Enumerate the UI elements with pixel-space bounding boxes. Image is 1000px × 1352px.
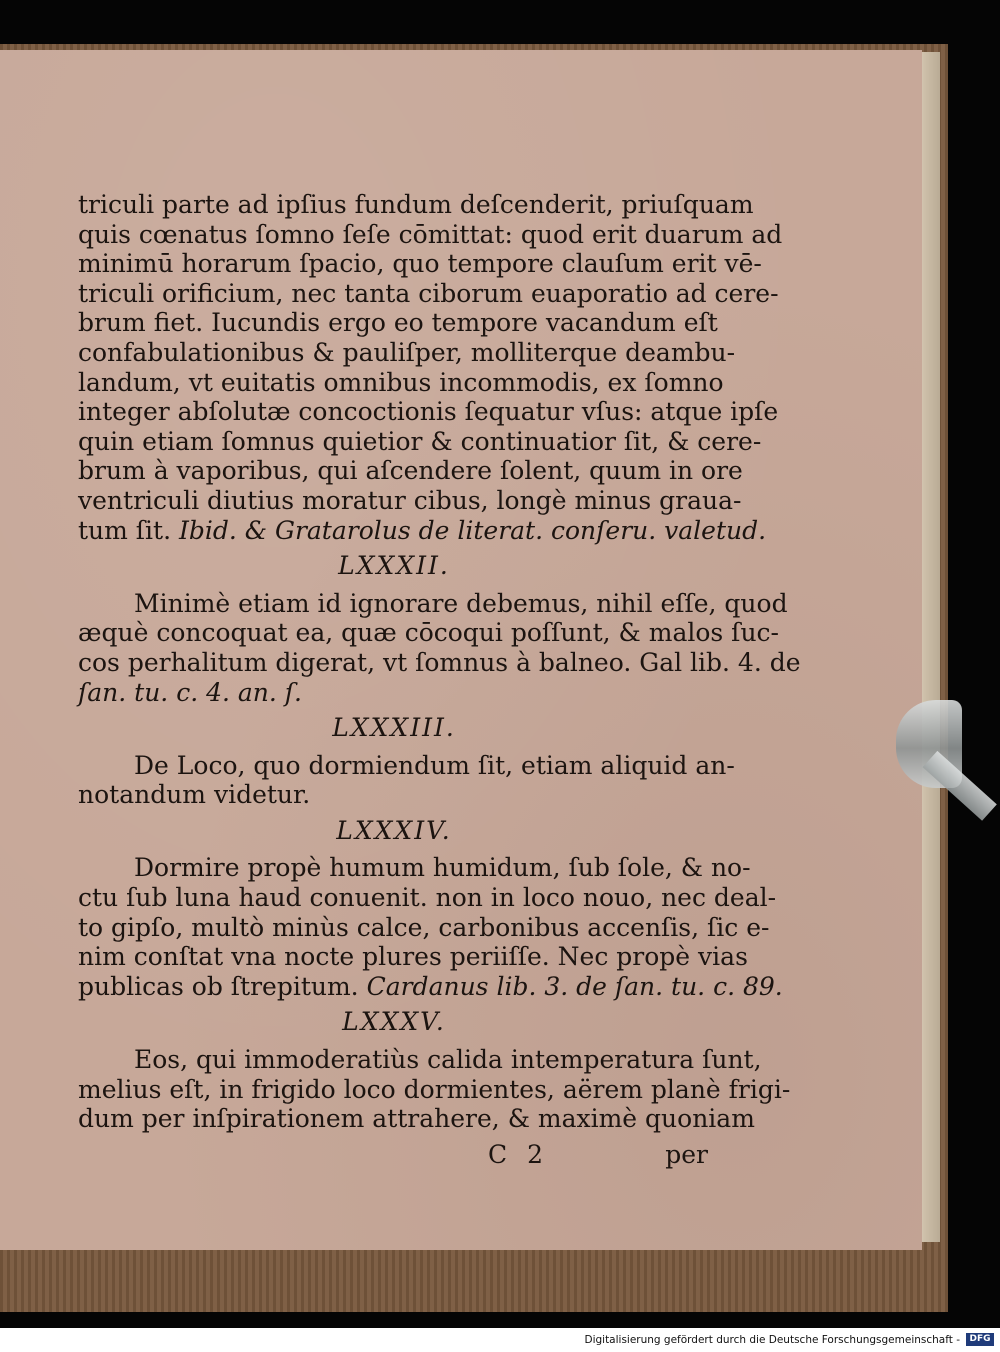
text-line: Dormire propè humum humidum, ſub ſole, & no- xyxy=(134,853,751,883)
text-line: Eos, qui immoderatiùs calida intemperatura ſunt, xyxy=(134,1045,762,1075)
text-line: brum fiet. Iucundis ergo eo tempore vacandum eſt xyxy=(78,308,718,338)
section-heading: LXXXV. xyxy=(342,1007,446,1037)
text-fragment: publicas ob ſtrepitum. xyxy=(78,971,367,1001)
citation: Cardanus lib. 3. de ſan. tu. c. 89. xyxy=(366,971,783,1001)
text-line: confabulationibus & pauliſper, molliterque deambu- xyxy=(78,337,736,367)
text-fragment: tum ſit. xyxy=(78,515,179,545)
citation: ſan. tu. c. 4. an. ſ. xyxy=(78,677,302,707)
text-line: cos perhalitum digerat, vt ſomnus à balneo. Gal lib. 4. de xyxy=(78,647,801,677)
text-line: notandum videtur. xyxy=(78,780,311,810)
text-line: melius eſt, in frigido loco dormientes, aërem planè frigi- xyxy=(78,1074,791,1104)
section-heading: LXXXII. xyxy=(338,551,450,581)
text-line xyxy=(78,515,767,546)
section-85 xyxy=(78,1045,791,1134)
text-line: minimū horarum ſpacio, quo tempore clauſum erit vē- xyxy=(78,249,762,279)
text-line: ventriculi diutius moratur cibus, longè minus graua- xyxy=(78,485,742,515)
text-line: ctu ſub luna haud conuenit. non in loco nouo, nec deal- xyxy=(78,883,777,913)
text-line: triculi orificium, nec tanta ciborum euaporatio ad cere- xyxy=(78,278,779,308)
section-84 xyxy=(78,853,783,1001)
text-line: quin etiam ſomnus quietior & continuatior ſit, & cere- xyxy=(78,426,762,456)
text-line: integer abſolutæ concoctionis ſequatur vſus: atque ipſe xyxy=(78,397,779,427)
section-heading: LXXXIV. xyxy=(336,815,452,845)
text-line: nim conſtat vna nocte plures periiſſe. Nec propè vias xyxy=(78,942,748,972)
citation: Ibid. & Gratarolus de literat. conſeru. valetud. xyxy=(179,515,767,545)
funding-credit: Digitalisierung gefördert durch die Deutsche Forschungsgemeinschaft - xyxy=(584,1334,960,1346)
page-footer-line xyxy=(78,1140,710,1170)
text-line: Minimè etiam id ignorare debemus, nihil eſſe, quod xyxy=(134,588,788,618)
text-line: to gipſo, multò minùs calce, carbonibus accenſis, ſic e- xyxy=(78,912,770,942)
text-line: æquè concoquat ea, quæ cōcoqui poſſunt, & malos ſuc- xyxy=(78,618,779,648)
page-text xyxy=(78,190,801,1134)
digitization-footer xyxy=(0,1328,1000,1352)
text-line: dum per inſpirationem attrahere, & maximè quoniam xyxy=(78,1104,755,1134)
catchword: per xyxy=(665,1140,708,1169)
text-line: quis cœnatus ſomno ſeſe cōmittat: quod erit duarum ad xyxy=(78,219,783,249)
section-83 xyxy=(78,750,735,810)
text-line: De Loco, quo dormiendum ſit, etiam aliquid an- xyxy=(134,750,735,780)
section-heading: LXXXIII. xyxy=(332,713,456,743)
section-82 xyxy=(78,588,801,707)
text-line: triculi parte ad ipſius fundum deſcenderit, priuſquam xyxy=(78,190,754,219)
paragraph-intro xyxy=(78,190,783,545)
text-line xyxy=(78,971,783,1002)
signature-mark: C 2 xyxy=(488,1140,549,1169)
dfg-logo: DFG xyxy=(966,1333,994,1346)
text-line: brum à vaporibus, qui aſcendere ſolent, quum in ore xyxy=(78,456,743,486)
text-line: landum, vt euitatis omnibus incommodis, ex ſomno xyxy=(78,367,724,397)
